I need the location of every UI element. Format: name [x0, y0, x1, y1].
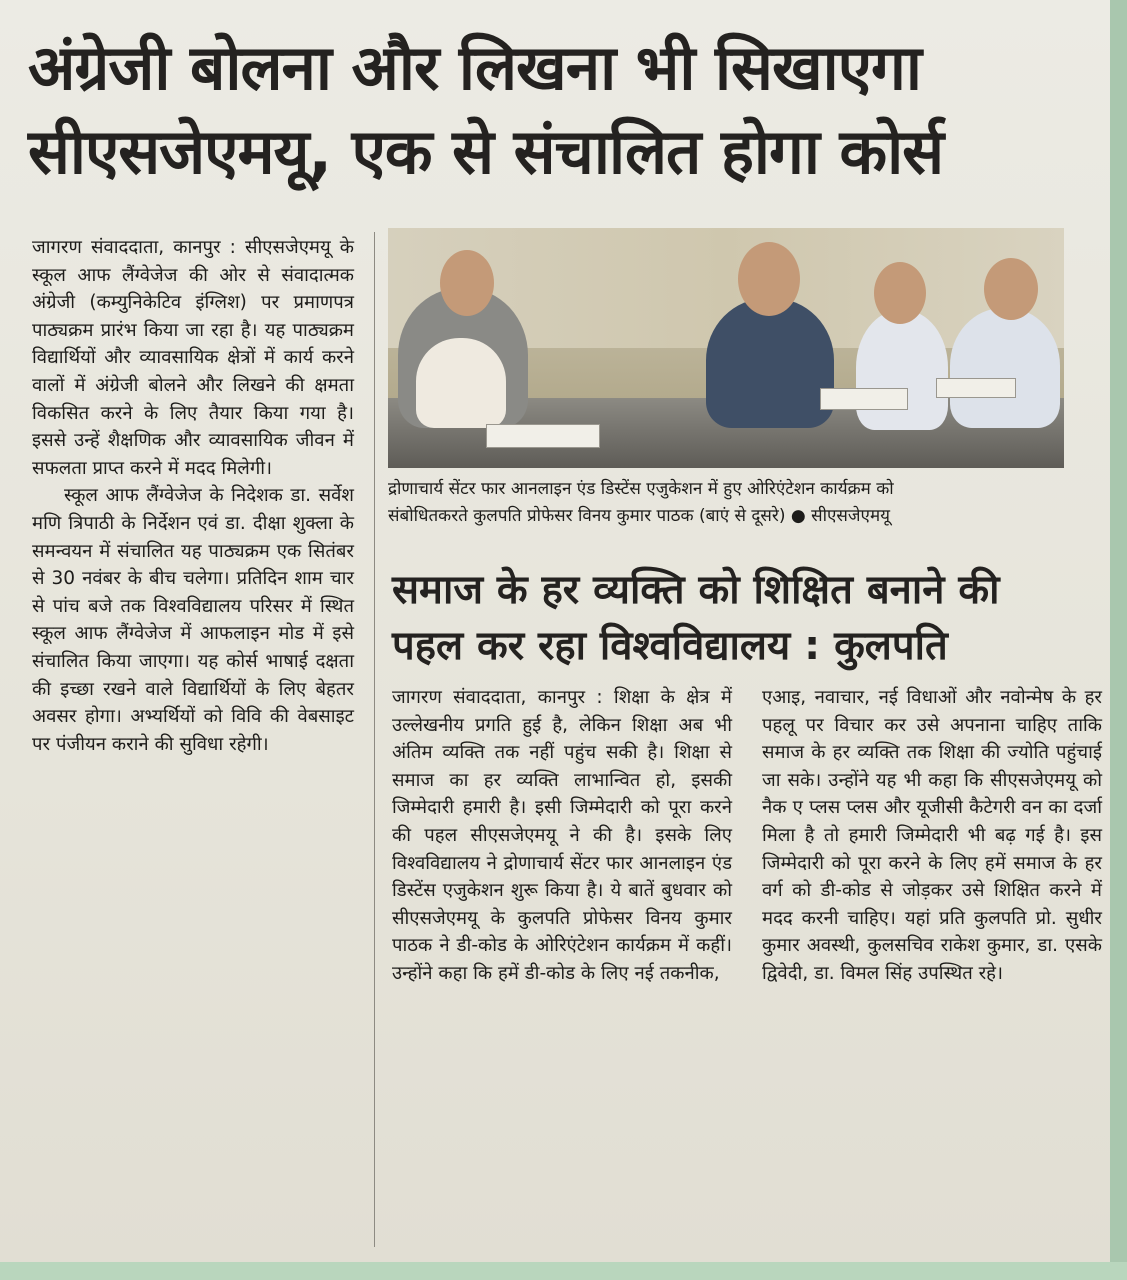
photo-person-2 — [706, 298, 834, 428]
headline-line-1: अंग्रेजी बोलना और लिखना भी सिखाएगा — [28, 31, 921, 104]
main-headline — [28, 26, 1098, 194]
left-paragraph-1: जागरण संवाददाता, कानपुर : सीएसजेएमयू के स्कूल आफ लैंग्वेजेज की ओर से संवादात्मक अंग्रेजी (कम्युनिकेटिव इंग्लिश) पर प्रमाणपत्र पाठ्यक्रम प्रारंभ किया जा रहा है। यह पाठ्यक्रम विद्यार्थियों और व्यावसायिक क्षेत्रों में कार्य करने वालों में अंग्रेजी बोलने और लिखने की क्षमता विकसित करने के लिए तैयार किया गया है। इससे उन्हें शैक्षणिक और व्यावसायिक जीवन में सफलता प्राप्त करने में मदद मिलेगी। — [32, 237, 354, 479]
sub-headline-line-1: समाज के हर व्यक्ति को शिक्षित बनाने की — [392, 567, 1000, 613]
photo-person-3 — [856, 310, 948, 430]
left-article-column — [32, 234, 354, 758]
photo-shirt-1 — [416, 338, 506, 428]
sub-headline-line-2: पहल कर रहा विश्वविद्यालय : कुलपति — [392, 623, 948, 669]
photo-name-placard-1 — [486, 424, 600, 448]
column-divider — [374, 232, 375, 1247]
story-right-text: एआइ, नवाचार, नई विधाओं और नवोन्मेष के हर पहलू पर विचार कर उसे अपनाना चाहिए ताकि समाज के हर व्यक्ति तक शिक्षा की ज्योति पहुंचाई जा सके। उन्होंने यह भी कहा कि सीएसजेएमयू को नैक ए प्लस प्लस और यूजीसी कैटेगरी वन का दर्जा मिला है तो हमारी जिम्मेदारी भी बढ़ गई है। इस जिम्मेदारी को पूरा करने के लिए हमें समाज के हर वर्ग को डी-कोड से जोड़कर उसे शिक्षित करने में मदद करनी चाहिए। यहां प्रति कुलपति प्रो. सुधीर कुमार अवस्थी, कुलसचिव राकेश कुमार, डा. एसके द्विवेदी, डा. विमल सिंह उपस्थित रहे। — [762, 687, 1102, 984]
photo-head-2 — [738, 242, 800, 316]
green-edge-bottom — [0, 1262, 1127, 1280]
story-middle-text: जागरण संवाददाता, कानपुर : शिक्षा के क्षेत्र में उल्लेखनीय प्रगति हुई है, लेकिन शिक्षा अब भी अंतिम व्यक्ति तक नहीं पहुंच सकी है। शिक्षा से समाज का हर व्यक्ति लाभान्वित हो, इसकी जिम्मेदारी हमारी है। इसी जिम्मेदारी को पूरा करने की पहल सीएसजेएमयू ने की है। इसके लिए विश्वविद्यालय ने द्रोणाचार्य सेंटर फार आनलाइन एंड डिस्टेंस एजुकेशन शुरू किया है। ये बातें बुधवार को सीएसजेएमयू के कुलपति प्रोफेसर विनय कुमार पाठक ने डी-कोड के ओरिएंटेशन कार्यक्रम में कहीं। उन्होंने कहा कि हमें डी-कोड के लिए नई तकनीक, — [392, 687, 732, 984]
photo-head-3 — [874, 262, 926, 324]
story-column-right — [762, 684, 1102, 988]
photo-name-placard-2 — [820, 388, 908, 410]
event-photo — [388, 228, 1064, 468]
headline-line-2: सीएसजेएमयू, एक से संचालित होगा कोर्स — [28, 115, 944, 188]
photo-head-4 — [984, 258, 1038, 320]
secondary-headline — [392, 562, 1072, 674]
caption-line-1: द्रोणाचार्य सेंटर फार आनलाइन एंड डिस्टेंस एजुकेशन में हुए ओरिएंटेशन कार्यक्रम को — [388, 479, 894, 499]
photo-person-4 — [950, 308, 1060, 428]
story-column-middle — [392, 684, 732, 988]
caption-line-2: संबोधितकरते कुलपति प्रोफेसर विनय कुमार पाठक (बाएं से दूसरे) ● सीएसजेएमयू — [388, 506, 890, 526]
green-edge-right — [1110, 0, 1127, 1280]
left-paragraph-2: स्कूल आफ लैंग्वेजेज के निदेशक डा. सर्वेश मणि त्रिपाठी के निर्देशन एवं डा. दीक्षा शुक्ला के समन्वयन में संचालित यह पाठ्यक्रम एक सितंबर से 30 नवंबर के बीच चलेगा। प्रतिदिन शाम चार से पांच बजे तक विश्वविद्यालय परिसर में स्थित स्कूल आफ लैंग्वेजेज में आफलाइन मोड में इसे संचालित किया जाएगा। यह कोर्स भाषाई दक्षता की इच्छा रखने वाले विद्यार्थियों के लिए बेहतर अवसर होगा। अभ्यर्थियों को विवि की वेबसाइट पर पंजीयन कराने की सुविधा रहेगी। — [32, 485, 354, 755]
photo-caption — [388, 476, 1064, 530]
photo-head-1 — [440, 250, 494, 316]
photo-name-placard-3 — [936, 378, 1016, 398]
